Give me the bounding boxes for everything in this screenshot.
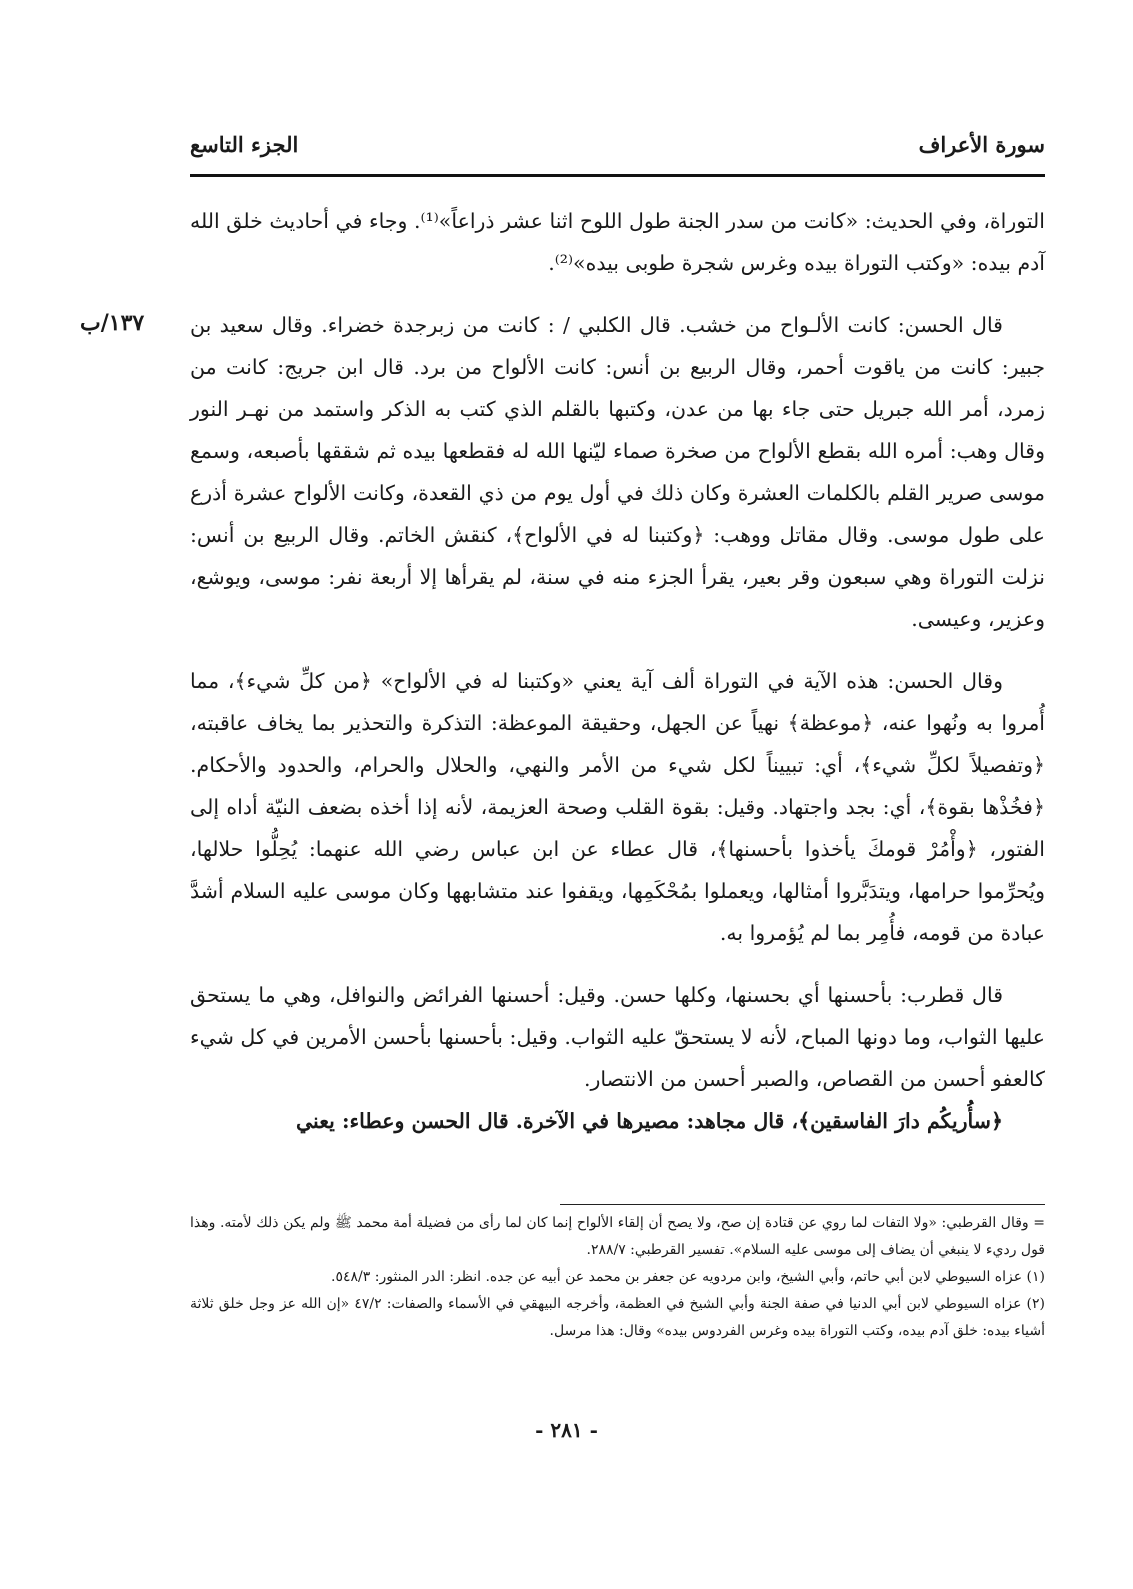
header-rule xyxy=(190,174,1045,177)
footnote-1: (١) عزاه السيوطي لابن أبي حاتم، وأبي الشيخ، وابن مردويه عن جعفر بن محمد عن أبيه عن جده. انظر: الدر المنثور: ٥٤٨/٣. xyxy=(331,1269,1045,1285)
footnote-2: (٢) عزاه السيوطي لابن أبي الدنيا في صفة الجنة وأبي الشيخ في العظمة، وأخرجه البيهقي في الأسماء والصفات: ٤٧/٢ «إن الله عز وجل خلق ثلاثة أشياء بيده: خلق آدم بيده، وكتب التوراة بيده وغرس الفردوس بيده» وقال: هذا مرسل. xyxy=(190,1296,1045,1339)
manuscript-folio-note: ١٣٧/ب xyxy=(80,310,145,336)
footnote-continued: = وقال القرطبي: «ولا التفات لما روي عن قتادة إن صح، ولا يصح أن إلقاء الألواح إنما كان لما رأى من فضيلة أمة محمد ﷺ ولم يكن ذلك لأمته. وهذا قول رديء لا ينبغي أن يضاف إلى موسى عليه السلام». تفسير القرطبي: ٢٨٨/٧. xyxy=(190,1215,1045,1258)
paragraph-4: قال قطرب: بأحسنها أي بحسنها، وكلها حسن. وقيل: أحسنها الفرائض والنوافل، وهي ما يستحق عليها الثواب، وما دونها المباح، لأنه لا يستحقّ عليه الثواب. وقيل: بأحسنها بأحسن الأمرين في كل شيء كالعفو أحسن من القصاص، والصبر أحسن من الانتصار. xyxy=(190,983,1045,1091)
main-text xyxy=(190,200,1045,1142)
running-header xyxy=(190,126,1045,162)
paragraph-2: قال الحسن: كانت الألـواح من خشب. قال الكلبي / : كانت من زبرجدة خضراء. وقال سعيد بن جبير: كانت من ياقوت أحمر، وقال الربيع بن أنس: كانت الألواح من برد. قال ابن جريج: كانت من زمرد، أمر الله جبريل حتى جاء بها من عدن، وكتبها بالقلم الذي كتب به الذكر واستمد من نهـر النور وقال وهب: أمره الله بقطع الألواح من صخرة صماء ليّنها الله له فقطعها بيده ثم شققها بأصبعه، وسمع موسى صرير القلم بالكلمات العشرة وكان ذلك في أول يوم من ذي القعدة، وكانت الألواح عشرة أذرع على طول موسى. وقال مقاتل ووهب: ﴿وكتبنا له في الألواح﴾، كنقش الخاتم. وقال الربيع بن أنس: نزلت التوراة وهي سبعون وقر بعير، يقرأ الجزء منه في سنة، لم يقرأها إلا أربعة نفر: موسى، ويوشع، وعزير، وعيسى. xyxy=(190,313,1045,631)
footnotes xyxy=(190,1210,1045,1345)
paragraph-5: ﴿سأُريكُم دارَ الفاسقين﴾، قال مجاهد: مصيرها في الآخرة. قال الحسن وعطاء: يعني xyxy=(295,1109,1003,1133)
paragraph-1: التوراة، وفي الحديث: «كانت من سدر الجنة طول اللوح اثنا عشر ذراعاً»⁽¹⁾. وجاء في أحاديث خلق الله آدم بيده: «وكتب التوراة بيده وغرس شجرة طوبى بيده»⁽²⁾. xyxy=(190,209,1045,275)
footnote-divider xyxy=(560,1204,1045,1205)
juz-title: الجزء التاسع xyxy=(190,131,299,157)
surah-title: سورة الأعراف xyxy=(918,131,1045,157)
page-number: - ٢٨١ - xyxy=(535,1418,598,1442)
paragraph-3: وقال الحسن: هذه الآية في التوراة ألف آية يعني «وكتبنا له في الألواح» ﴿من كلِّ شيء﴾، مما أُمروا به ونُهوا عنه، ﴿موعظة﴾ نهياً عن الجهل، وحقيقة الموعظة: التذكرة والتحذير بما يخاف عاقبته، ﴿وتفصيلاً لكلِّ شيء﴾، أي: تبييناً لكل شيء من الأمر والنهي، والحلال والحرام، والحدود والأحكام. ﴿فخُذْها بقوة﴾، أي: بجد واجتهاد. وقيل: بقوة القلب وصحة العزيمة، لأنه إذا أخذه بضعف النيّة أداه إلى الفتور، ﴿وأْمُرْ قومكَ يأخذوا بأحسنها﴾، قال عطاء عن ابن عباس رضي الله عنهما: يُحِلُّوا حلالها، ويُحرِّموا حرامها، ويتدَبَّروا أمثالها، ويعملوا بمُحْكَمِها، ويقفوا عند متشابهها وكان موسى عليه السلام أشدَّ عبادة من قومه، فأُمِر بما لم يُؤمروا به. xyxy=(190,669,1045,945)
